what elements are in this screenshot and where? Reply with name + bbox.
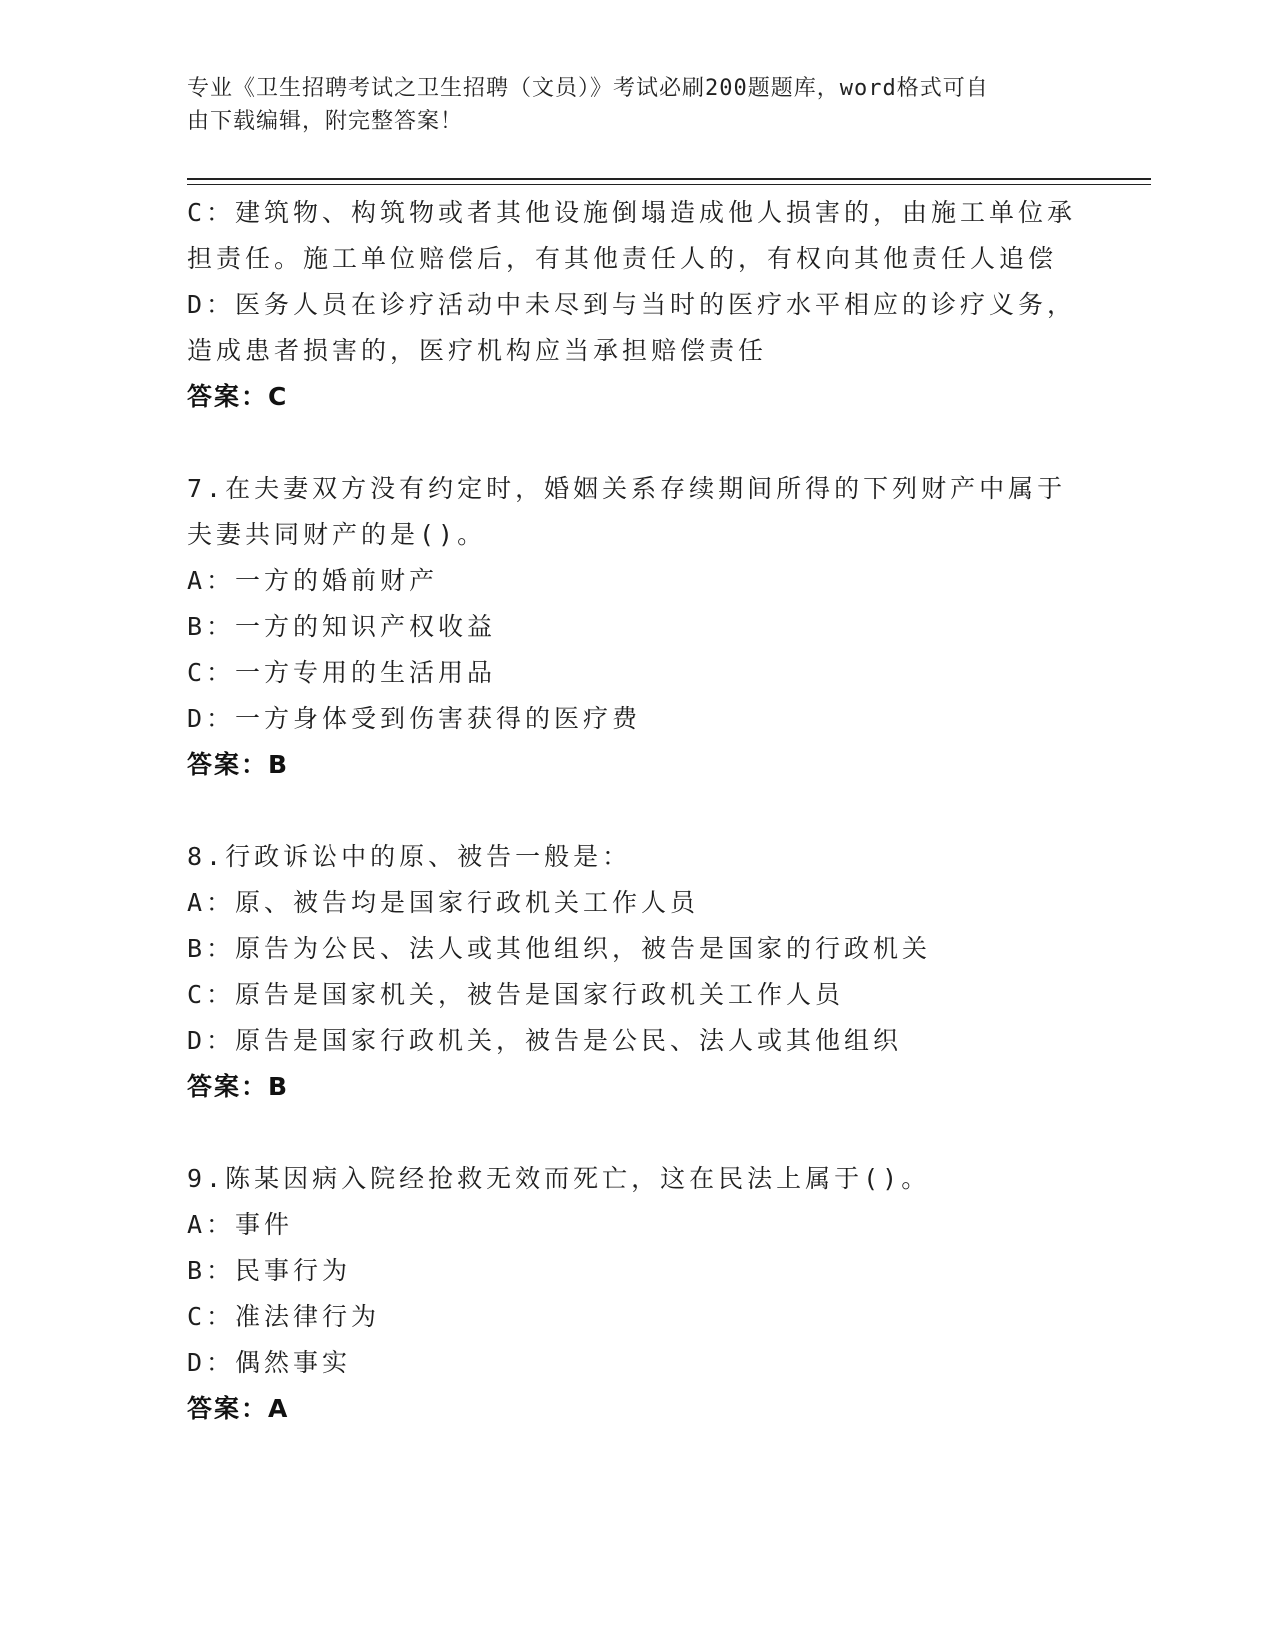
question-6-continuation <box>187 190 1087 420</box>
option-a: A：事件 <box>187 1210 294 1239</box>
question-8 <box>187 834 1087 1110</box>
question-stem: 8.行政诉讼中的原、被告一般是： <box>187 842 632 871</box>
answer-line: 答案：B <box>187 750 290 779</box>
option-d: D：原告是国家行政机关，被告是公民、法人或其他组织 <box>187 1026 903 1055</box>
option-a: A：原、被告均是国家行政机关工作人员 <box>187 888 700 917</box>
option-d: D：偶然事实 <box>187 1348 352 1377</box>
header-divider-thick <box>187 178 1151 180</box>
question-7 <box>187 466 1087 788</box>
option-c-line-1: C：建筑物、构筑物或者其他设施倒塌造成他人损害的，由施工单位承 <box>187 198 1077 227</box>
spacer <box>187 788 1087 834</box>
spacer <box>187 1110 1087 1156</box>
question-body <box>187 190 1087 1432</box>
option-b: B：民事行为 <box>187 1256 352 1285</box>
option-c-line-2: 担责任。施工单位赔偿后，有其他责任人的，有权向其他责任人追偿 <box>187 244 1058 273</box>
option-b: B：一方的知识产权收益 <box>187 612 497 641</box>
option-b: B：原告为公民、法人或其他组织，被告是国家的行政机关 <box>187 934 932 963</box>
option-d-line-1: D：医务人员在诊疗活动中未尽到与当时的医疗水平相应的诊疗义务， <box>187 290 1077 319</box>
option-c: C：准法律行为 <box>187 1302 381 1331</box>
question-stem-line-2: 夫妻共同财产的是()。 <box>187 520 487 549</box>
answer-line: 答案：C <box>187 382 289 411</box>
option-c: C：原告是国家机关，被告是国家行政机关工作人员 <box>187 980 845 1009</box>
answer-line: 答案：A <box>187 1394 290 1423</box>
header-divider-thin <box>187 184 1151 185</box>
spacer <box>187 420 1087 466</box>
answer-line: 答案：B <box>187 1072 290 1101</box>
page-header <box>187 72 1087 138</box>
question-stem: 9.陈某因病入院经抢救无效而死亡，这在民法上属于()。 <box>187 1164 931 1193</box>
question-stem-line-1: 7.在夫妻双方没有约定时，婚姻关系存续期间所得的下列财产中属于 <box>187 474 1067 503</box>
option-d: D：一方身体受到伤害获得的医疗费 <box>187 704 642 733</box>
header-line-1: 专业《卫生招聘考试之卫生招聘（文员）》考试必刷200题题库，word格式可自 <box>187 76 989 101</box>
option-c: C：一方专用的生活用品 <box>187 658 497 687</box>
header-line-2: 由下载编辑，附完整答案！ <box>187 109 464 134</box>
question-9 <box>187 1156 1087 1432</box>
option-a: A：一方的婚前财产 <box>187 566 439 595</box>
option-d-line-2: 造成患者损害的，医疗机构应当承担赔偿责任 <box>187 336 768 365</box>
